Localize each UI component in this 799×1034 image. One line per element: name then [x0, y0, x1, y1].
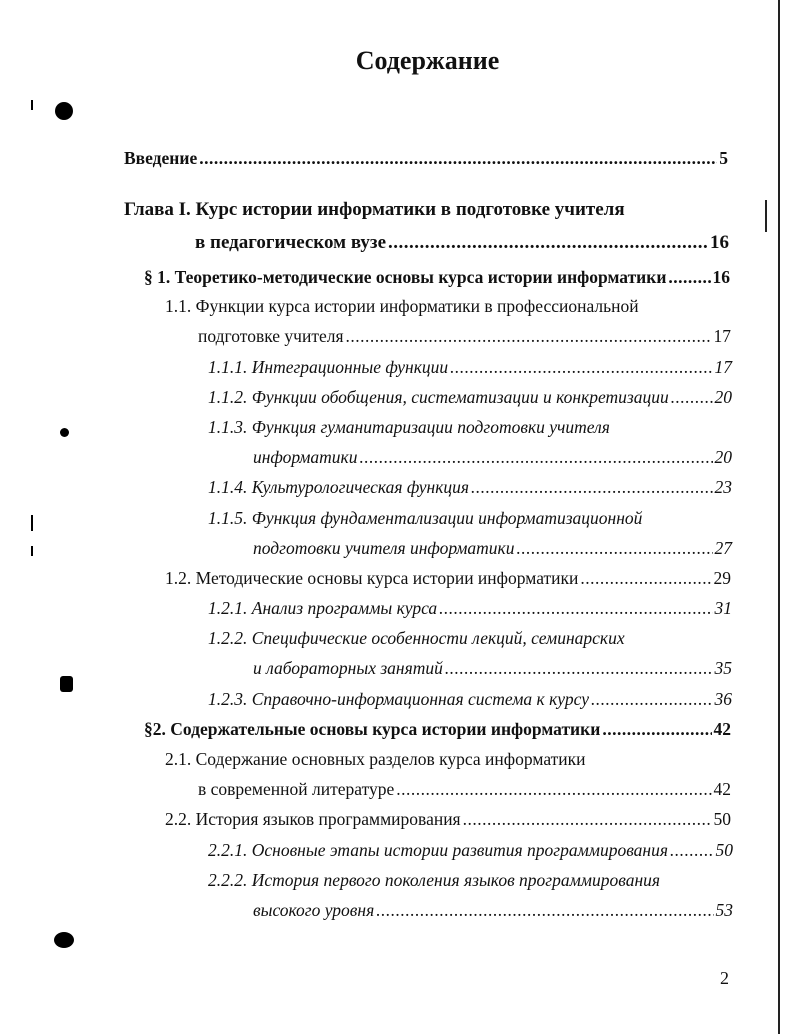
toc-entry-1-1-1[interactable]	[208, 357, 732, 378]
toc-entry-1-2-3[interactable]	[208, 689, 732, 710]
toc-entry-1-1-3[interactable]	[253, 447, 732, 468]
toc-entry-2-2-1[interactable]	[208, 840, 733, 861]
toc-leader-dots	[450, 357, 712, 378]
toc-label: 2.2.1. Основные этапы истории развития программирования	[208, 840, 668, 860]
toc-leader-dots	[360, 447, 713, 468]
toc-page: 50	[715, 840, 733, 860]
scan-mark	[31, 100, 33, 110]
toc-entry-1-1[interactable]	[198, 326, 731, 347]
page-title: Содержание	[355, 46, 500, 75]
toc-page: 23	[714, 477, 732, 497]
toc-entry-2-1-line1[interactable]: 2.1. Содержание основных разделов курса информатики	[165, 749, 586, 769]
toc-leader-dots	[471, 477, 712, 498]
toc-leader-dots	[602, 719, 711, 740]
toc-label: информатики	[253, 447, 358, 467]
toc-leader-dots	[591, 689, 713, 710]
toc-page: 5	[719, 148, 728, 168]
toc-page: 36	[714, 689, 732, 709]
toc-entry-1-2-2[interactable]	[253, 658, 732, 679]
toc-entry-1-2[interactable]	[165, 568, 731, 589]
toc-entry-2-2[interactable]	[165, 809, 731, 830]
toc-entry-section-1[interactable]	[144, 267, 730, 288]
toc-leader-dots	[199, 148, 717, 169]
toc-page: 50	[713, 809, 731, 829]
scan-blot	[60, 428, 69, 437]
scan-mark	[765, 200, 767, 232]
scan-mark	[31, 546, 33, 556]
toc-entry-1-1-2[interactable]	[208, 387, 732, 408]
toc-entry-introduction[interactable]	[124, 148, 728, 169]
toc-entry-2-1[interactable]	[198, 779, 731, 800]
page-number: 2	[720, 968, 729, 988]
toc-label: 2.2. История языков программирования	[165, 809, 461, 829]
toc-label: 1.1.2. Функции обобщения, систематизации и конкретизации	[208, 387, 669, 407]
toc-label: 1.2.3. Справочно-информационная система к курсу	[208, 689, 589, 709]
toc-label: 1.2. Методические основы курса истории информатики	[165, 568, 579, 588]
toc-leader-dots	[445, 658, 713, 679]
toc-entry-chapter-1-line1[interactable]: Глава I. Курс истории информатики в подготовке учителя	[124, 199, 625, 220]
toc-label: 1.1.1. Интеграционные функции	[208, 357, 449, 377]
toc-label: § 1. Теоретико-методические основы курса истории информатики	[144, 267, 667, 287]
toc-label: и лабораторных занятий	[253, 658, 443, 678]
toc-entry-section-2[interactable]	[144, 719, 731, 740]
toc-page: 29	[713, 568, 731, 588]
toc-page: 31	[714, 598, 732, 618]
toc-entry-1-2-2-line1[interactable]: 1.2.2. Специфические особенности лекций, семинарских	[208, 628, 625, 648]
toc-entry-1-2-1[interactable]	[208, 598, 732, 619]
toc-entry-2-2-2-line1[interactable]: 2.2.2. История первого поколения языков программирования	[208, 870, 661, 890]
toc-leader-dots	[376, 900, 713, 921]
toc-leader-dots	[396, 779, 711, 800]
toc-page: 42	[713, 779, 731, 799]
toc-page: 53	[715, 900, 733, 920]
toc-page: 17	[714, 357, 732, 377]
toc-label: подготовки учителя информатики	[253, 538, 515, 558]
scan-blot	[60, 676, 73, 692]
toc-page: 42	[713, 719, 731, 739]
toc-entry-1-1-5[interactable]	[253, 538, 732, 559]
toc-label: высокого уровня	[253, 900, 375, 920]
toc-page: 17	[713, 326, 731, 346]
toc-leader-dots	[580, 568, 711, 589]
toc-label: 1.2.1. Анализ программы курса	[208, 598, 438, 618]
toc-page: 20	[714, 387, 732, 407]
toc-leader-dots	[668, 267, 710, 288]
scan-blot	[55, 102, 73, 120]
toc-page: 16	[710, 232, 729, 253]
toc-page: 27	[714, 538, 732, 558]
toc-label: в педагогическом вузе	[195, 232, 387, 253]
toc-entry-2-2-2[interactable]	[253, 900, 733, 921]
toc-label: в современной литературе	[198, 779, 395, 799]
toc-leader-dots	[463, 809, 712, 830]
toc-leader-dots	[671, 387, 713, 408]
scan-edge-line	[778, 0, 780, 1034]
toc-leader-dots	[516, 538, 712, 559]
toc-label: §2. Содержательные основы курса истории информатики	[144, 719, 601, 739]
toc-entry-chapter-1[interactable]	[195, 232, 729, 254]
toc-leader-dots	[388, 232, 708, 254]
toc-label: Введение	[124, 148, 198, 168]
toc-leader-dots	[346, 326, 712, 347]
toc-page: 20	[714, 447, 732, 467]
toc-label: 1.1.4. Культурологическая функция	[208, 477, 470, 497]
toc-entry-1-1-line1[interactable]: 1.1. Функции курса истории информатики в профессиональной	[165, 296, 639, 316]
toc-entry-1-1-5-line1[interactable]: 1.1.5. Функция фундаментализации информатизационной	[208, 508, 643, 528]
toc-leader-dots	[670, 840, 714, 861]
toc-entry-1-1-3-line1[interactable]: 1.1.3. Функция гуманитаризации подготовки учителя	[208, 417, 610, 437]
toc-leader-dots	[439, 598, 712, 619]
toc-page: 35	[714, 658, 732, 678]
scan-mark	[31, 515, 33, 531]
toc-entry-1-1-4[interactable]	[208, 477, 732, 498]
toc-page: 16	[712, 267, 730, 287]
scan-blot	[54, 932, 74, 948]
toc-label: подготовке учителя	[198, 326, 344, 346]
